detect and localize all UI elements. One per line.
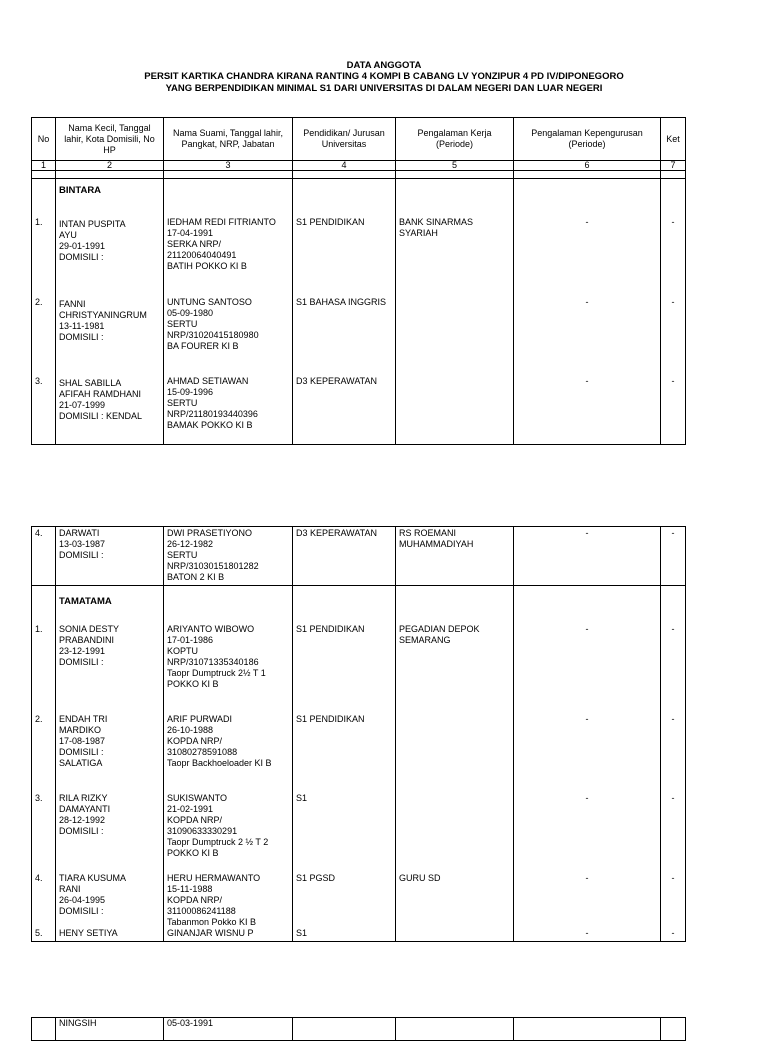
husband-cell: UNTUNG SANTOSO 05-09-1980 SERTU NRP/31020415180980 BA FOURER KI B xyxy=(167,297,259,351)
section-title-bintara: BINTARA xyxy=(59,185,102,196)
col-number: 3 xyxy=(164,161,293,171)
document-subtitle-1: PERSIT KARTIKA CHANDRA KIRANA RANTING 4 KOMPI B CABANG LV YONZIPUR 4 PD IV/DIPONEGORO xyxy=(144,71,624,82)
member-name-cell: ENDAH TRI MARDIKO 17-08-1987 DOMISILI : SALATIGA xyxy=(59,714,108,768)
table-row xyxy=(32,527,686,586)
husband-cell: ARIF PURWADI 26-10-1988 KOPDA NRP/ 31080278591088 Taopr Backhoeloader KI B xyxy=(167,714,272,768)
row-number: 5. xyxy=(35,928,43,938)
column-number-row xyxy=(32,161,686,171)
husband-cell: SUKISWANTO 21-02-1991 KOPDA NRP/ 31090633330291 Taopr Dumptruck 2 ½ T 2 POKKO KI B xyxy=(167,793,269,858)
org-cell: - xyxy=(585,793,589,803)
work-cell xyxy=(399,793,510,873)
member-table-page-3 xyxy=(31,1017,686,1041)
member-name-cell: SHAL SABILLA AFIFAH RAMDHANI 21-07-1999 DOMISILI : KENDAL xyxy=(59,378,143,421)
nama-column xyxy=(56,179,164,445)
col-header-kepengurusan: Pengalaman Kepengurusan (Periode) xyxy=(514,118,661,161)
col-number: 5 xyxy=(396,161,514,171)
suami-column xyxy=(164,586,293,942)
row-number: 3. xyxy=(35,376,43,386)
col-header-kerja: Pengalaman Kerja (Periode) xyxy=(396,118,514,161)
member-name-cell: INTAN PUSPITA AYU 29-01-1991 DOMISILI : xyxy=(59,219,126,262)
org-cell: - xyxy=(585,624,589,634)
org-cell: - xyxy=(585,714,589,724)
kepengurusan-column xyxy=(514,586,661,942)
table-row xyxy=(32,1018,686,1041)
row-number: 2. xyxy=(35,714,43,724)
member-name-cell: FANNI CHRISTYANINGRUM 13-11-1981 DOMISILI : xyxy=(59,299,147,342)
nama-column xyxy=(56,586,164,942)
member-name-cell: NINGSIH xyxy=(56,1018,164,1041)
row-number: 1. xyxy=(35,217,43,227)
no-column xyxy=(32,586,56,942)
note-cell: - xyxy=(671,793,675,803)
education-cell: S1 BAHASA INGGRIS xyxy=(296,297,387,307)
education-cell: S1 PENDIDIKAN xyxy=(296,624,365,634)
note-cell: - xyxy=(671,873,675,883)
work-cell: GURU SD xyxy=(399,873,441,883)
member-table-page-1 xyxy=(31,117,686,445)
note-cell: - xyxy=(671,376,675,386)
col-number: 2 xyxy=(56,161,164,171)
husband-cell: HERU HERMAWANTO 15-11-1988 KOPDA NRP/ 31100086241188 Tabanmon Pokko KI B xyxy=(167,873,261,927)
note-cell: - xyxy=(661,527,686,586)
education-cell: S1 PENDIDIKAN xyxy=(296,714,365,724)
org-cell: - xyxy=(585,217,589,227)
education-cell: D3 KEPERAWATAN xyxy=(296,376,378,386)
note-cell: - xyxy=(671,714,675,724)
kerja-column xyxy=(396,586,514,942)
col-header-suami: Nama Suami, Tanggal lahir, Pangkat, NRP, Jabatan xyxy=(164,118,293,161)
col-header-ket: Ket xyxy=(661,118,686,161)
pendidikan-column xyxy=(293,586,396,942)
husband-cell: ARIYANTO WIBOWO 17-01-1986 KOPTU NRP/31071335340186 Taopr Dumptruck 2½ T 1 POKKO KI B xyxy=(167,624,266,689)
member-name-cell: TIARA KUSUMA RANI 26-04-1995 DOMISILI : xyxy=(59,873,127,916)
spacer-row xyxy=(32,171,686,179)
note-cell: - xyxy=(671,297,675,307)
row-number: 4. xyxy=(32,527,56,586)
col-number: 4 xyxy=(293,161,396,171)
note-cell: - xyxy=(671,928,675,938)
work-cell: BANK SINARMAS SYARIAH xyxy=(399,217,474,238)
education-cell: S1 PGSD xyxy=(296,873,336,883)
document-title: DATA ANGGOTA xyxy=(346,60,422,71)
section-title-tamatama: TAMATAMA xyxy=(59,596,112,607)
husband-cell: IEDHAM REDI FITRIANTO 17-04-1991 SERKA NRP/ 21120064040491 BATIH POKKO KI B xyxy=(167,217,276,271)
note-cell: - xyxy=(671,624,675,634)
member-name-cell: HENY SETIYA xyxy=(59,928,118,938)
bintara-block xyxy=(32,179,686,445)
member-name-cell: RILA RIZKY DAMAYANTI 28-12-1992 DOMISILI : xyxy=(59,793,111,836)
husband-cell: DWI PRASETIYONO 26-12-1982 SERTU NRP/31030151801282 BATON 2 KI B xyxy=(164,527,293,586)
note-cell: - xyxy=(671,217,675,227)
col-number: 1 xyxy=(32,161,56,171)
no-column xyxy=(32,179,56,445)
work-cell: PEGADIAN DEPOK SEMARANG xyxy=(399,624,480,645)
document-subtitle-2: YANG BERPENDIDIKAN MINIMAL S1 DARI UNIVERSITAS DI DALAM NEGERI DAN LUAR NEGERI xyxy=(165,83,603,94)
education-cell: S1 xyxy=(296,793,308,803)
org-cell: - xyxy=(514,527,661,586)
suami-column xyxy=(164,179,293,445)
kerja-column xyxy=(396,179,514,445)
col-number: 6 xyxy=(514,161,661,171)
education-cell: D3 KEPERAWATAN xyxy=(293,527,396,586)
col-header-nama: Nama Kecil, Tanggal lahir, Kota Domisili, No HP xyxy=(56,118,164,161)
ket-column xyxy=(661,586,686,942)
husband-cell: GINANJAR WISNU P xyxy=(167,928,254,938)
member-name-cell: SONIA DESTY PRABANDINI 23-12-1991 DOMISILI : xyxy=(59,624,120,667)
row-number: 2. xyxy=(35,297,43,307)
org-cell: - xyxy=(585,873,589,883)
husband-cell: AHMAD SETIAWAN 15-09-1996 SERTU NRP/21180193440396 BAMAK POKKO KI B xyxy=(167,376,258,430)
col-number: 7 xyxy=(661,161,686,171)
education-cell: S1 PENDIDIKAN xyxy=(296,217,365,227)
row-number: 3. xyxy=(35,793,43,803)
work-cell xyxy=(399,297,510,376)
ket-column xyxy=(661,179,686,445)
husband-cell: 05-03-1991 xyxy=(164,1018,293,1041)
row-number: 4. xyxy=(35,873,43,883)
row-number: 1. xyxy=(35,624,43,634)
work-cell: RS ROEMANI MUHAMMADIYAH xyxy=(396,527,514,586)
col-header-no: No xyxy=(32,118,56,161)
tamatama-block xyxy=(32,586,686,942)
member-table-page-2 xyxy=(31,526,686,942)
org-cell: - xyxy=(585,376,589,386)
col-header-pendidikan: Pendidikan/ Jurusan Universitas xyxy=(293,118,396,161)
member-name-cell: DARWATI 13-03-1987 DOMISILI : xyxy=(56,527,164,586)
kepengurusan-column xyxy=(514,179,661,445)
pendidikan-column xyxy=(293,179,396,445)
table-header-row xyxy=(32,118,686,161)
work-cell xyxy=(399,714,510,793)
org-cell: - xyxy=(585,297,589,307)
education-cell: S1 xyxy=(296,928,308,938)
org-cell: - xyxy=(585,928,589,938)
